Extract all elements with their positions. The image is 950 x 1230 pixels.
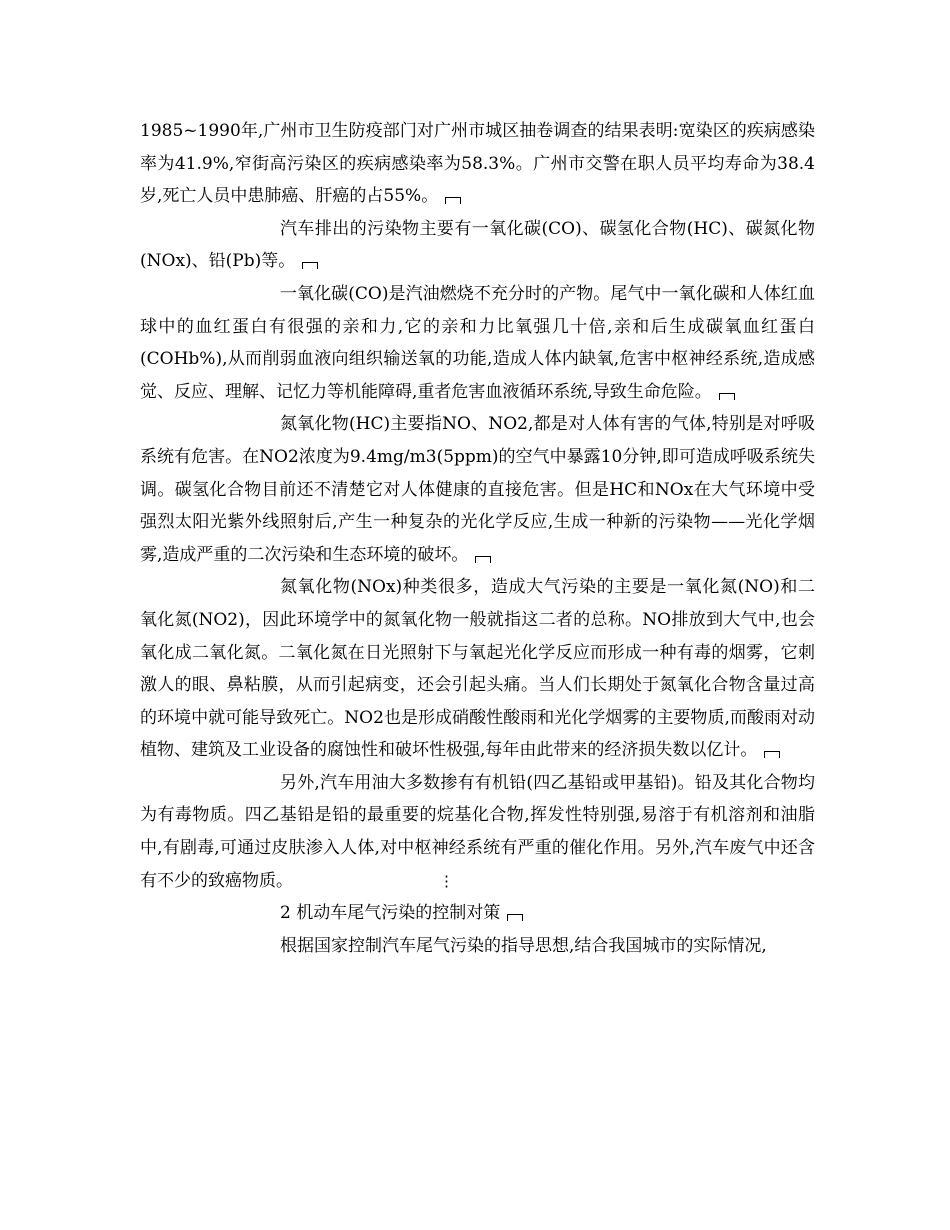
ellipsis-icon: ⋮ bbox=[439, 871, 454, 890]
paragraph-text: 氮氧化物(HC)主要指NO、NO2,都是对人体有害的气体,特别是对呼吸系统有危害。在NO2浓度为9.4mg/m3(5ppm)的空气中暴露10分钟,即可造成呼吸系统失调。碳氢化合物目前还不清楚它对人体健康的直接危害。但是HC和NOx在大气环境中受强烈太阳光紫外线照射后,产生一种复杂的光化学反应,生成一种新的污染物——光化学烟雾,造成严重的二次污染和生态环境的破坏。 bbox=[140, 414, 815, 565]
paragraph-3 bbox=[140, 278, 815, 408]
paragraph-mark-icon bbox=[764, 751, 780, 758]
paragraph-mark-icon bbox=[475, 556, 491, 563]
paragraph-mark-icon bbox=[445, 197, 461, 204]
paragraph-mark-icon bbox=[719, 393, 735, 400]
paragraph-text: 氮氧化物(NOx)种类很多，造成大气污染的主要是一氧化氮(NO)和二氧化氮(NO2)，因此环境学中的氮氧化物一般就指这二者的总称。NO排放到大气中,也会氧化成二氧化氮。二氧化氮在日光照射下与氧起光化学反应而形成一种有毒的烟雾，它刺激人的眼、鼻粘膜，从而引起病变，还会引起头痛。当人们长期处于氮氧化合物含量过高的环境中就可能导致死亡。NO2也是形成硝酸性酸雨和光化学烟雾的主要物质,而酸雨对动植物、建筑及工业设备的腐蚀性和破坏性极强,每年由此带来的经济损失数以亿计。 bbox=[140, 577, 815, 761]
paragraph-5 bbox=[140, 571, 815, 767]
paragraph-text: 汽车排出的污染物主要有一氧化碳(CO)、碳氢化合物(HC)、碳氮化物(NOx)、铅(Pb)等。 bbox=[140, 218, 815, 272]
paragraph-text: 一氧化碳(CO)是汽油燃烧不充分时的产物。尾气中一氧化碳和人体红血球中的血红蛋白有很强的亲和力,它的亲和力比氧强几十倍,亲和后生成碳氧血红蛋白(COHb%),从而削弱血液向组织输送氧的功能,造成人体内缺氧,危害中枢神经系统,造成感觉、反应、理解、记忆力等机能障碍,重者危害血液循环系统,导致生命危险。 bbox=[140, 283, 815, 402]
paragraph-2 bbox=[140, 213, 815, 278]
paragraph-1 bbox=[140, 115, 815, 213]
section-heading-text: 2 机动车尾气污染的控制对策 bbox=[280, 903, 501, 924]
paragraph-mark-icon bbox=[302, 262, 318, 269]
paragraph-4 bbox=[140, 408, 815, 571]
document-page bbox=[140, 115, 815, 962]
paragraph-8 bbox=[140, 930, 815, 963]
paragraph-text: 1985~1990年,广州市卫生防疫部门对广州市城区抽卷调查的结果表明:宽染区的疾病感染率为41.9%,窄街高污染区的疾病感染率为58.3%。广州市交警在职人员平均寿命为38.4岁,死亡人员中患肺癌、肝癌的占55%。 bbox=[140, 121, 815, 207]
paragraph-text: 根据国家控制汽车尾气污染的指导思想,结合我国城市的实际情况, bbox=[280, 935, 767, 956]
paragraph-mark-icon bbox=[507, 914, 523, 921]
paragraph-6 bbox=[140, 767, 815, 897]
section-heading bbox=[140, 897, 815, 930]
paragraph-text: 另外,汽车用油大多数掺有有机铅(四乙基铅或甲基铅)。铅及其化合物均为有毒物质。四乙基铅是铅的最重要的烷基化合物,挥发性特别强,易溶于有机溶剂和油脂中,有剧毒,可通过皮肤渗入人体,对中枢神经系统有严重的催化作用。另外,汽车废气中还含有不少的致癌物质。 bbox=[140, 772, 815, 891]
